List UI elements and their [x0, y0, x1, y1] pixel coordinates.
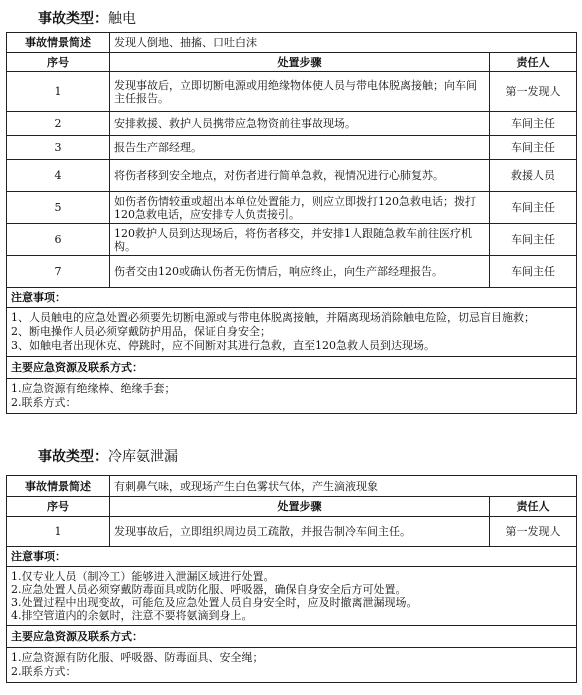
accident-type-label: 事故类型： [38, 11, 108, 27]
table-row [7, 256, 577, 288]
row-num: 6 [7, 224, 110, 256]
situation-row [7, 33, 577, 53]
situation-value: 发现人倒地、抽搐、口吐白沫 [110, 33, 577, 53]
resources-header-row [7, 626, 577, 648]
situation-label: 事故情景简述 [7, 33, 110, 53]
table-header-row [7, 497, 577, 517]
row-resp: 第一发现人 [490, 72, 577, 112]
header-num: 序号 [7, 53, 110, 72]
notes-row [7, 567, 577, 626]
table-row [7, 224, 577, 256]
row-step: 伤者交由120或确认伤者无伤情后，响应终止，向生产部经理报告。 [110, 256, 490, 288]
notes-row [7, 308, 577, 357]
header-resp: 责任人 [490, 497, 577, 517]
table-header-row [7, 53, 577, 72]
resource-line: 2.联系方式： [11, 665, 77, 678]
table-row [7, 136, 577, 160]
situation-row [7, 476, 577, 497]
notes-body [7, 308, 577, 357]
accident-type-value: 冷库氨泄漏 [108, 449, 178, 465]
notes-label: 注意事项： [7, 288, 577, 308]
header-steps: 处置步骤 [110, 497, 490, 517]
row-step: 发现事故后，立即切断电源或用绝缘物体使人员与带电体脱离接触；向车间主任报告。 [110, 72, 490, 112]
table-row [7, 517, 577, 547]
notes-label: 注意事项： [7, 547, 577, 567]
resource-line: 1.应急资源有防化服、呼吸器、防毒面具、安全绳； [11, 651, 264, 664]
row-num: 7 [7, 256, 110, 288]
resources-label: 主要应急资源及联系方式： [7, 626, 577, 648]
resources-body [7, 648, 577, 683]
row-step: 发现事故后，立即组织周边员工疏散，并报告制冷车间主任。 [110, 517, 490, 547]
situation-value: 有刺鼻气味，或现场产生白色雾状气体，产生滴液现象 [110, 476, 577, 497]
table-row [7, 72, 577, 112]
resources-row [7, 379, 577, 414]
row-num: 2 [7, 112, 110, 136]
row-num: 4 [7, 160, 110, 192]
notes-body [7, 567, 577, 626]
resources-row [7, 648, 577, 683]
row-step: 报告生产部经理。 [110, 136, 490, 160]
table-row [7, 112, 577, 136]
row-num: 5 [7, 192, 110, 224]
resource-line: 1.应急资源有绝缘棒、绝缘手套； [11, 382, 176, 395]
row-resp: 第一发现人 [490, 517, 577, 547]
row-step: 如伤者伤情较重或超出本单位处置能力，则应立即拨打120急救电话；拨打120急救电话，应安排专人负责接引。 [110, 192, 490, 224]
resource-line: 2.联系方式： [11, 396, 77, 409]
notes-header-row [7, 288, 577, 308]
accident-type-title-2 [38, 446, 178, 466]
accident-type-title-1 [38, 8, 136, 28]
resources-header-row [7, 357, 577, 379]
note-line: 2.应急处置人员必须穿戴防毒面具或防化服、呼吸器，确保自身安全后方可处置。 [11, 583, 407, 596]
row-resp: 车间主任 [490, 112, 577, 136]
header-num: 序号 [7, 497, 110, 517]
row-step: 安排救援、救护人员携带应急物资前往事故现场。 [110, 112, 490, 136]
notes-header-row [7, 547, 577, 567]
row-resp: 车间主任 [490, 136, 577, 160]
row-step: 将伤者移到安全地点，对伤者进行简单急救，视情况进行心肺复苏。 [110, 160, 490, 192]
note-line: 3.处置过程中出现变故，可能危及应急处置人员自身安全时，应及时撤离泄漏现场。 [11, 596, 418, 609]
procedure-table-1 [6, 32, 577, 414]
situation-label: 事故情景简述 [7, 476, 110, 497]
row-resp: 车间主任 [490, 224, 577, 256]
note-line: 1.仅专业人员（制冷工）能够进入泄漏区域进行处置。 [11, 570, 275, 583]
note-line: 4.排空管道内的余氨时，注意不要将氨滴到身上。 [11, 609, 253, 622]
note-line: 1、人员触电的应急处置必须要先切断电源或与带电体脱离接触，并隔离现场消除触电危险，切忌盲目施救； [11, 311, 535, 324]
row-num: 1 [7, 72, 110, 112]
procedure-table-2 [6, 475, 577, 683]
row-num: 3 [7, 136, 110, 160]
row-resp: 救援人员 [490, 160, 577, 192]
note-line: 2、断电操作人员必须穿戴防护用品，保证自身安全； [11, 325, 271, 338]
resources-label: 主要应急资源及联系方式： [7, 357, 577, 379]
note-line: 3、如触电者出现休克、停跳时，应不间断对其进行急救，直至120急救人员到达现场。 [11, 339, 435, 352]
row-resp: 车间主任 [490, 256, 577, 288]
resources-body [7, 379, 577, 414]
table-row [7, 192, 577, 224]
row-step: 120救护人员到达现场后，将伤者移交，并安排1人跟随急救车前往医疗机构。 [110, 224, 490, 256]
table-row [7, 160, 577, 192]
header-resp: 责任人 [490, 53, 577, 72]
accident-type-value: 触电 [108, 11, 136, 27]
header-steps: 处置步骤 [110, 53, 490, 72]
row-num: 1 [7, 517, 110, 547]
row-resp: 车间主任 [490, 192, 577, 224]
accident-type-label: 事故类型： [38, 449, 108, 465]
